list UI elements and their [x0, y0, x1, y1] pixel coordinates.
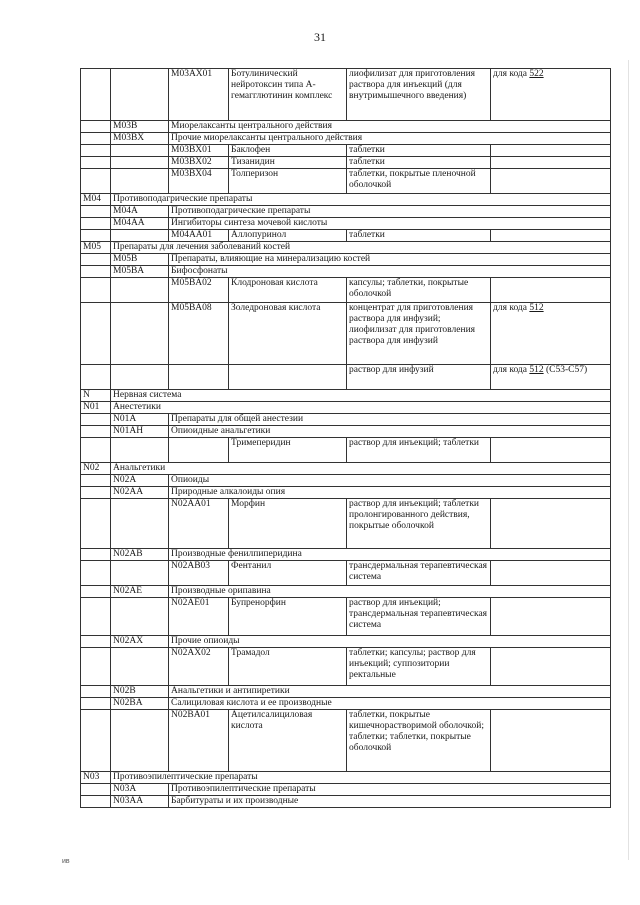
note-cell	[491, 157, 611, 169]
group-title-cell: Анальгетики	[111, 463, 611, 475]
code-level2-cell: N01AH	[111, 426, 169, 438]
drug-name-cell: Золедроновая кислота	[229, 303, 347, 365]
code-level1-cell	[81, 145, 111, 157]
code-level1-cell	[81, 561, 111, 586]
code-level2-cell: M05B	[111, 254, 169, 266]
code-level2-cell	[111, 303, 169, 365]
table-row	[81, 145, 611, 157]
code-level2-cell	[111, 499, 169, 549]
atc-code-cell: M05BA08	[169, 303, 229, 365]
code-level2-cell: M05BA	[111, 266, 169, 278]
code-level1-cell	[81, 586, 111, 598]
table-row	[81, 402, 611, 414]
atc-code-cell: N02AX02	[169, 648, 229, 686]
subgroup-title-cell: Производные орипавина	[169, 586, 611, 598]
table-row	[81, 218, 611, 230]
code-level1-cell	[81, 636, 111, 648]
code-level1-cell: N	[81, 390, 111, 402]
code-level2-cell	[111, 710, 169, 772]
code-level1-cell	[81, 278, 111, 303]
code-level2-cell	[111, 598, 169, 636]
code-level1-cell	[81, 686, 111, 698]
atc-code-cell: N02AB03	[169, 561, 229, 586]
code-level1-cell	[81, 475, 111, 487]
subgroup-title-cell: Прочие опиоиды	[169, 636, 611, 648]
code-level1-cell: N02	[81, 463, 111, 475]
subgroup-title-cell: Производные фенилпиперидина	[169, 549, 611, 561]
code-level1-cell	[81, 266, 111, 278]
subgroup-title-cell: Опиоидные анальгетики	[169, 426, 611, 438]
table-row	[81, 206, 611, 218]
subgroup-title-cell: Природные алкалоиды опия	[169, 487, 611, 499]
group-title-cell: Препараты для лечения заболеваний костей	[111, 242, 611, 254]
dosage-form-cell: таблетки	[347, 145, 491, 157]
code-level1-cell	[81, 157, 111, 169]
code-level1-cell	[81, 648, 111, 686]
note-cell	[491, 648, 611, 686]
note-cell	[491, 278, 611, 303]
table-row	[81, 242, 611, 254]
code-level2-cell: M04A	[111, 206, 169, 218]
table-row	[81, 230, 611, 242]
code-level2-cell: N02BA	[111, 698, 169, 710]
subgroup-title-cell: Препараты, влияющие на минерализацию костей	[169, 254, 611, 266]
drug-name-cell: Баклофен	[229, 145, 347, 157]
subgroup-title-cell: Противоэпилептические препараты	[169, 784, 611, 796]
table-row	[81, 303, 611, 365]
code-level2-cell	[111, 561, 169, 586]
group-title-cell: Анестетики	[111, 402, 611, 414]
table-row	[81, 266, 611, 278]
note-cell: для кода 522	[491, 69, 611, 121]
code-level2-cell	[111, 230, 169, 242]
subgroup-title-cell: Салициловая кислота и ее производные	[169, 698, 611, 710]
drug-name-cell: Ацетилсалициловая кислота	[229, 710, 347, 772]
table-row	[81, 686, 611, 698]
table-row	[81, 414, 611, 426]
code-level1-cell	[81, 414, 111, 426]
table-row	[81, 710, 611, 772]
atc-code-cell: M05BA02	[169, 278, 229, 303]
table-row	[81, 390, 611, 402]
table-row	[81, 426, 611, 438]
table-row	[81, 365, 611, 390]
dosage-form-cell: раствор для инъекций; трансдермальная терапевтическая система	[347, 598, 491, 636]
drug-name-cell: Толперизон	[229, 169, 347, 194]
code-level2-cell	[111, 145, 169, 157]
table-row	[81, 561, 611, 586]
code-level2-cell	[111, 648, 169, 686]
drug-name-cell: Бупренорфин	[229, 598, 347, 636]
note-cell	[491, 499, 611, 549]
note-cell	[491, 145, 611, 157]
table-row	[81, 254, 611, 266]
code-level1-cell	[81, 206, 111, 218]
subgroup-title-cell: Анальгетики и антипиретики	[169, 686, 611, 698]
table-row	[81, 784, 611, 796]
code-level2-cell: N03AA	[111, 796, 169, 808]
code-level2-cell	[111, 278, 169, 303]
note-cell: для кода 512 (C53-C57)	[491, 365, 611, 390]
atc-code-cell: M03BX04	[169, 169, 229, 194]
code-level2-cell: N02AB	[111, 549, 169, 561]
drug-name-cell	[229, 365, 347, 390]
table-row	[81, 169, 611, 194]
code-level1-cell	[81, 426, 111, 438]
code-level1-cell	[81, 710, 111, 772]
dosage-form-cell: таблетки, покрытые кишечнорастворимой оболочкой; таблетки; таблетки, покрытые оболочкой	[347, 710, 491, 772]
footer-mark: ив	[62, 858, 70, 865]
dosage-form-cell: капсулы; таблетки, покрытые оболочкой	[347, 278, 491, 303]
dosage-form-cell: раствор для инъекций; таблетки пролонгированного действия, покрытые оболочкой	[347, 499, 491, 549]
dosage-form-cell: раствор для инфузий	[347, 365, 491, 390]
dosage-form-cell: трансдермальная терапевтическая система	[347, 561, 491, 586]
code-level2-cell: N02AA	[111, 487, 169, 499]
dosage-form-cell: таблетки	[347, 157, 491, 169]
table-row	[81, 499, 611, 549]
group-title-cell: Противоподагрические препараты	[111, 194, 611, 206]
code-level1-cell: N01	[81, 402, 111, 414]
medication-table-body	[81, 69, 611, 808]
code-level1-cell	[81, 121, 111, 133]
table-row	[81, 772, 611, 784]
atc-code-cell: M03AX01	[169, 69, 229, 121]
code-level1-cell	[81, 598, 111, 636]
note-cell	[491, 438, 611, 463]
code-level2-cell	[111, 157, 169, 169]
code-level2-cell: N01A	[111, 414, 169, 426]
table-row	[81, 157, 611, 169]
subgroup-title-cell: Бифосфонаты	[169, 266, 611, 278]
subgroup-title-cell: Барбитураты и их производные	[169, 796, 611, 808]
code-level1-cell	[81, 796, 111, 808]
code-level2-cell: M03BX	[111, 133, 169, 145]
code-level2-cell	[111, 69, 169, 121]
table-row	[81, 133, 611, 145]
code-level2-cell: N02B	[111, 686, 169, 698]
subgroup-title-cell: Препараты для общей анестезии	[169, 414, 611, 426]
dosage-form-cell: концентрат для приготовления раствора для инфузий; лиофилизат для приготовления раствора для инфузий	[347, 303, 491, 365]
table-row	[81, 549, 611, 561]
code-level1-cell	[81, 169, 111, 194]
atc-code-cell: N02AE01	[169, 598, 229, 636]
code-level1-cell: M05	[81, 242, 111, 254]
table-row	[81, 636, 611, 648]
note-cell	[491, 169, 611, 194]
subgroup-title-cell: Ингибиторы синтеза мочевой кислоты	[169, 218, 611, 230]
dosage-form-cell: раствор для инъекций; таблетки	[347, 438, 491, 463]
atc-code-cell: N02AA01	[169, 499, 229, 549]
code-level1-cell	[81, 230, 111, 242]
code-level2-cell: M03B	[111, 121, 169, 133]
atc-code-cell: M03BX01	[169, 145, 229, 157]
subgroup-title-cell: Миорелаксанты центрального действия	[169, 121, 611, 133]
drug-name-cell: Тримеперидин	[229, 438, 347, 463]
code-level1-cell	[81, 218, 111, 230]
dosage-form-cell: таблетки, покрытые пленочной оболочкой	[347, 169, 491, 194]
code-level1-cell	[81, 438, 111, 463]
note-cell	[491, 561, 611, 586]
atc-code-cell: N02BA01	[169, 710, 229, 772]
drug-name-cell: Морфин	[229, 499, 347, 549]
code-level1-cell	[81, 69, 111, 121]
table-row	[81, 194, 611, 206]
note-cell	[491, 230, 611, 242]
note-cell	[491, 710, 611, 772]
code-level2-cell: N02AX	[111, 636, 169, 648]
table-row	[81, 278, 611, 303]
code-level1-cell	[81, 254, 111, 266]
group-title-cell: Противоэпилептические препараты	[111, 772, 611, 784]
drug-name-cell: Трамадол	[229, 648, 347, 686]
code-level2-cell	[111, 169, 169, 194]
page-number: 31	[314, 30, 326, 44]
atc-code-cell: M03BX02	[169, 157, 229, 169]
dosage-form-cell: лиофилизат для приготовления раствора для инъекций (для внутримышечного введения)	[347, 69, 491, 121]
atc-code-cell: M04AA01	[169, 230, 229, 242]
table-row	[81, 487, 611, 499]
drug-name-cell: Тизанидин	[229, 157, 347, 169]
table-row	[81, 586, 611, 598]
code-level1-cell	[81, 487, 111, 499]
dosage-form-cell: таблетки; капсулы; раствор для инъекций; суппозитории ректальные	[347, 648, 491, 686]
dosage-form-cell: таблетки	[347, 230, 491, 242]
table-row	[81, 598, 611, 636]
code-level2-cell: N03A	[111, 784, 169, 796]
code-level1-cell	[81, 303, 111, 365]
drug-name-cell: Аллопуринол	[229, 230, 347, 242]
medication-table	[80, 68, 611, 808]
code-level1-cell: M04	[81, 194, 111, 206]
drug-name-cell: Клодроновая кислота	[229, 278, 347, 303]
group-title-cell: Нервная система	[111, 390, 611, 402]
table-row	[81, 69, 611, 121]
table-row	[81, 121, 611, 133]
code-level2-cell: N02A	[111, 475, 169, 487]
code-level2-cell: M04AA	[111, 218, 169, 230]
atc-code-cell	[169, 438, 229, 463]
table-row	[81, 796, 611, 808]
subgroup-title-cell: Противоподагрические препараты	[169, 206, 611, 218]
code-level1-cell	[81, 499, 111, 549]
table-row	[81, 475, 611, 487]
note-cell	[491, 598, 611, 636]
code-level1-cell	[81, 133, 111, 145]
table-row	[81, 463, 611, 475]
subgroup-title-cell: Опиоиды	[169, 475, 611, 487]
scan-edge	[628, 60, 629, 860]
code-level1-cell	[81, 698, 111, 710]
code-level2-cell	[111, 365, 169, 390]
note-cell: для кода 512	[491, 303, 611, 365]
code-level1-cell	[81, 549, 111, 561]
atc-code-cell	[169, 365, 229, 390]
code-level1-cell: N03	[81, 772, 111, 784]
table-row	[81, 698, 611, 710]
code-level2-cell	[111, 438, 169, 463]
table-row	[81, 648, 611, 686]
table-row	[81, 438, 611, 463]
code-level1-cell	[81, 784, 111, 796]
code-level2-cell: N02AE	[111, 586, 169, 598]
code-level1-cell	[81, 365, 111, 390]
subgroup-title-cell: Прочие миорелаксанты центрального действия	[169, 133, 611, 145]
drug-name-cell: Ботулинический нейротоксин типа A-гемагглютинин комплекс	[229, 69, 347, 121]
drug-name-cell: Фентанил	[229, 561, 347, 586]
